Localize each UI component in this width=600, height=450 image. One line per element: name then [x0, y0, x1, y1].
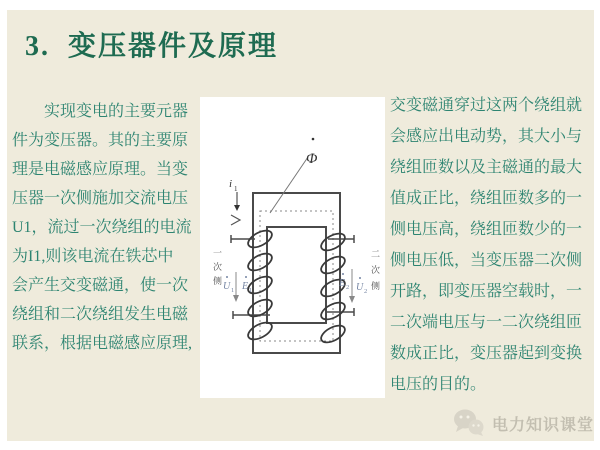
flux-phi-symbol — [306, 138, 318, 167]
secondary-char-3: 侧 — [371, 281, 381, 291]
u1-sub: 1 — [231, 287, 235, 294]
primary-char-1: 一 — [213, 248, 223, 258]
text-line: 值成正比，绕组匝数多的一 — [390, 190, 583, 207]
right-paragraph — [390, 90, 582, 400]
e1-letter: E — [242, 281, 249, 292]
u1-letter: U — [223, 281, 231, 292]
text-line: 压器一次侧施加交流电压 — [12, 190, 189, 207]
text-line: 二次端电压与一二次绕组匝 — [390, 314, 583, 331]
text-line: 件为变压器。其的主要原 — [12, 132, 189, 149]
flux-path — [260, 211, 333, 341]
current-label: i — [229, 178, 233, 190]
u1-arrowhead — [233, 295, 239, 302]
primary-char-3: 侧 — [213, 276, 223, 286]
e2-letter: E — [339, 278, 346, 289]
u1-label — [223, 272, 239, 302]
secondary-char-1: 二 — [371, 249, 381, 259]
u2-label — [349, 269, 367, 303]
slide-title: 3. 变压器件及原理 — [25, 31, 279, 62]
u2-arrowhead — [349, 296, 355, 303]
current-arrowhead — [234, 205, 240, 211]
e1-sub: 1 — [249, 287, 253, 294]
phi-label: Φ — [306, 151, 318, 167]
text-line: 实现变电的主要元器 — [12, 103, 189, 120]
watermark — [452, 408, 594, 438]
text-line: U1，流过一次绕组的电流 — [12, 219, 192, 236]
text-line: 绕组和二次绕组发生电磁 — [12, 306, 189, 323]
primary-side-label — [213, 248, 222, 286]
watermark-text: 电力知识课堂 — [492, 416, 595, 434]
transformer-diagram — [200, 97, 385, 398]
text-line: 理是电磁感应原理。当变 — [12, 161, 189, 178]
text-line: 交变磁通穿过这两个绕组就 — [390, 97, 583, 114]
text-line: 电压的目的。 — [390, 376, 487, 393]
primary-current-arrow — [229, 178, 240, 225]
left-paragraph — [12, 97, 192, 358]
text-line: 侧电压高，绕组匝数少的一 — [390, 221, 583, 238]
text-line: 联系，根据电磁感应原理, — [12, 335, 193, 352]
core-inner-rect — [267, 227, 326, 323]
secondary-char-2: 次 — [371, 265, 381, 275]
wechat-bubbles-icon — [452, 408, 486, 438]
u2-sub: 2 — [364, 288, 368, 295]
text-line: 侧电压低，当变压器二次侧 — [390, 252, 583, 269]
u2-letter: U — [356, 282, 364, 293]
flux-leader-line — [270, 157, 308, 213]
text-line: 开路，即变压器空载时，一 — [390, 283, 583, 300]
primary-char-2: 次 — [213, 262, 223, 272]
current-chevron — [231, 215, 240, 225]
text-line: 会产生交变磁通，使一次 — [12, 277, 189, 294]
e2-sub: 2 — [346, 284, 350, 291]
diagram-panel — [200, 97, 385, 398]
secondary-side-label — [371, 249, 380, 291]
phi-dot — [312, 138, 315, 141]
slide — [7, 10, 594, 441]
current-sub: 1 — [234, 185, 238, 193]
text-line: 会感应出电动势，其大小与 — [390, 128, 583, 145]
text-line: 为I1,则该电流在铁芯中 — [12, 248, 174, 265]
text-line: 绕组匝数以及主磁通的最大 — [390, 159, 583, 176]
text-line: 数成正比，变压器起到变换 — [390, 345, 583, 362]
